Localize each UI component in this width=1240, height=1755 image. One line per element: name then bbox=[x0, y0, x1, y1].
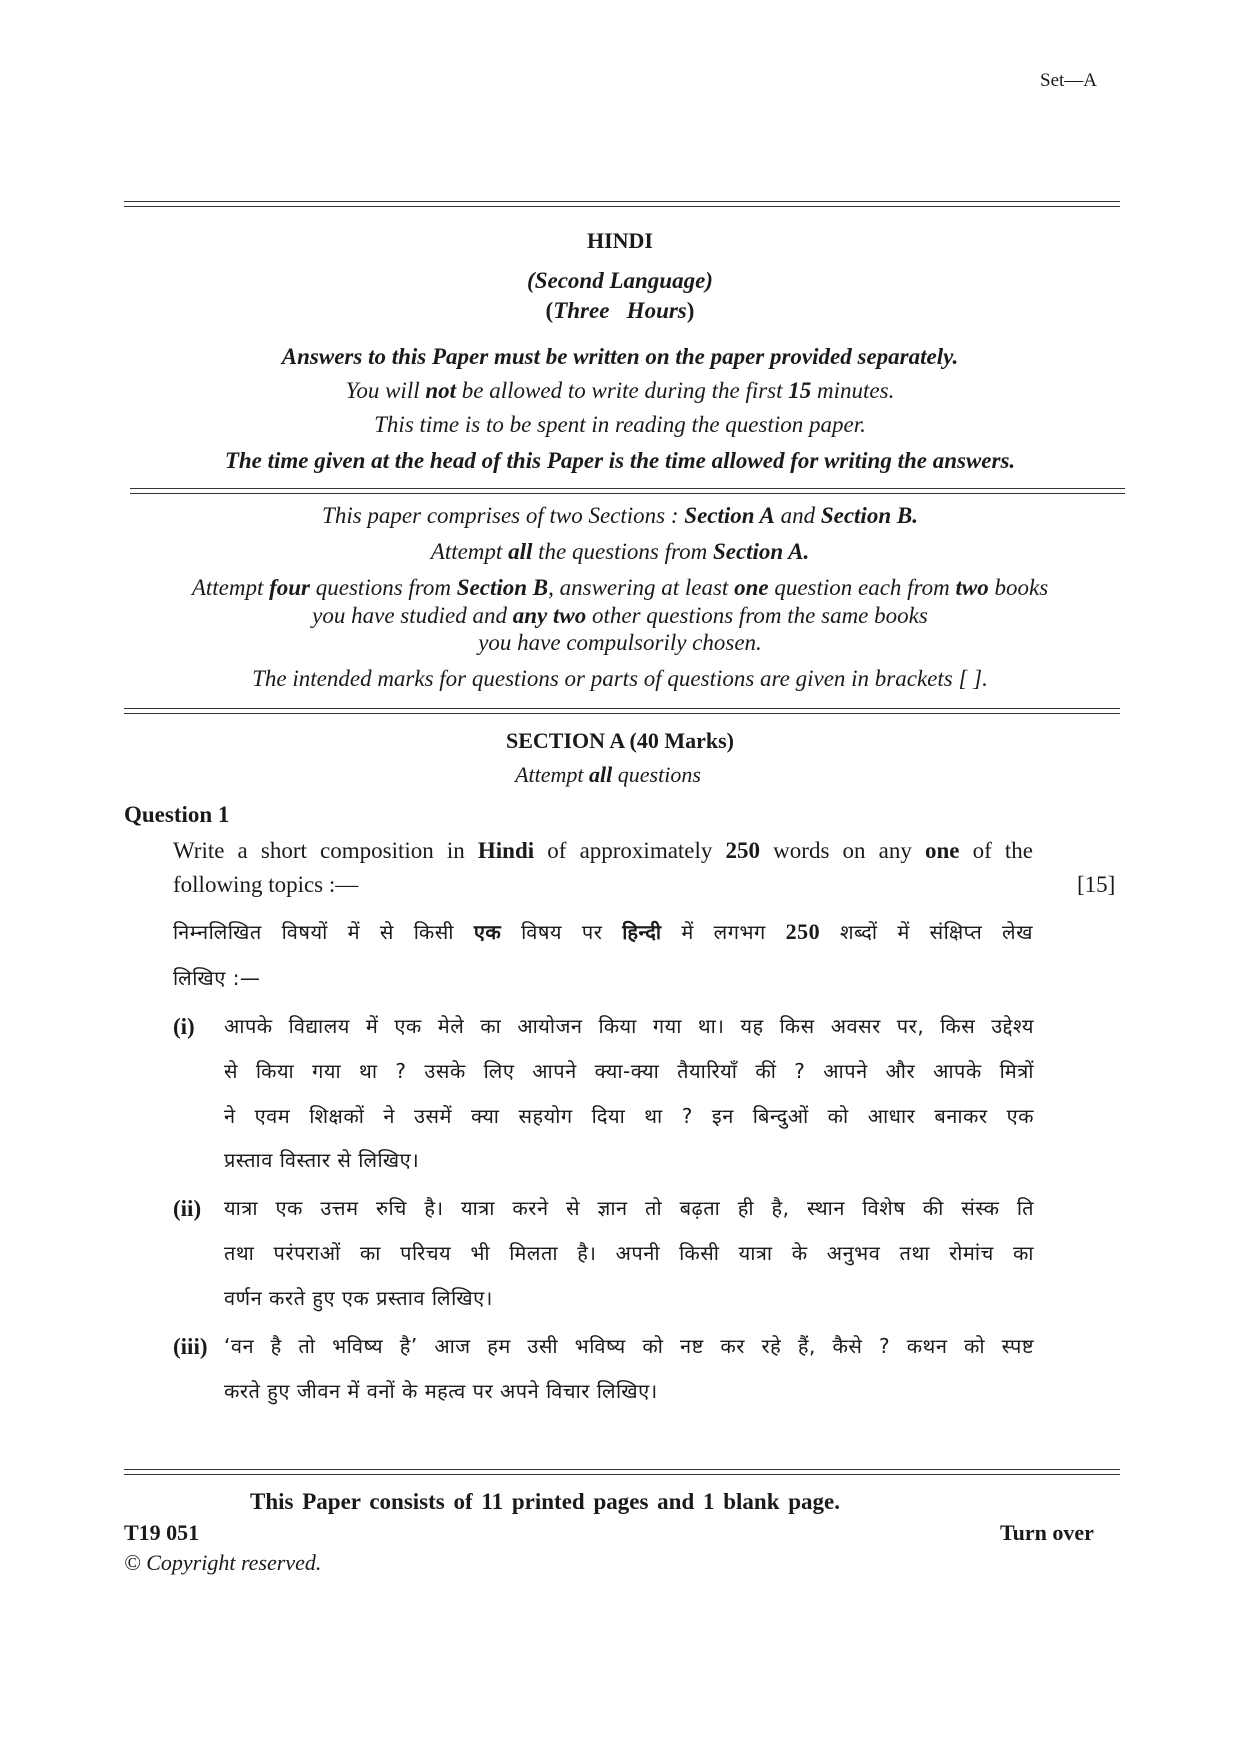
set-label: Set—A bbox=[1040, 70, 1097, 91]
topic-line: ने एवम शिक्षकों ने उसमें क्या सहयोग दिया था ? इन बिन्दुओं को आधार बनाकर एक bbox=[224, 1104, 1034, 1128]
topic-number: (iii) bbox=[173, 1334, 208, 1359]
instruction-rule bbox=[130, 488, 1125, 494]
topic-line: ‘वन है तो भविष्य है’ आज हम उसी भविष्य को नष्ट कर रहे हैं, कैसे ? कथन को स्पष्ट bbox=[224, 1334, 1034, 1358]
duration-text: Three Hours bbox=[553, 298, 687, 323]
topic-line: तथा परंपराओं का परिचय भी मिलता है। अपनी किसी यात्रा के अनुभव तथा रोमांच का bbox=[224, 1241, 1034, 1265]
paper-info-line-6: The intended marks for questions or parts of questions are given in brackets [ ]. bbox=[252, 666, 988, 691]
paper-code: T19 051 bbox=[124, 1520, 200, 1545]
topic-line: यात्रा एक उत्तम रुचि है। यात्रा करने से ज्ञान तो बढ़ता ही है, स्थान विशेष की संस्क ति bbox=[224, 1196, 1034, 1220]
question-hindi-line-2: लिखिए :— bbox=[173, 966, 261, 990]
instruction-line-3: This time is to be spent in reading the question paper. bbox=[374, 412, 866, 437]
footer-rule bbox=[124, 1469, 1120, 1475]
turn-over: Turn over bbox=[1000, 1520, 1094, 1545]
instruction-line-1: Answers to this Paper must be written on the paper provided separately. bbox=[281, 344, 959, 369]
paper-info-line-5: you have compulsorily chosen. bbox=[478, 630, 762, 655]
paper-info-line-1: This paper comprises of two Sections : Section A and Section B. bbox=[322, 503, 918, 528]
duration: (Three Hours) bbox=[545, 298, 695, 323]
paper-info-line-3: Attempt four questions from Section B, answering at least one question each from two books bbox=[191, 575, 1049, 600]
section-heading: SECTION A (40 Marks) bbox=[506, 728, 734, 753]
topic-line: करते हुए जीवन में वनों के महत्व पर अपने विचार लिखिए। bbox=[224, 1379, 658, 1403]
question-hindi-line-1: निम्नलिखित विषयों में से किसी एक विषय पर हिन्दी में लगभग 250 शब्दों में संक्षिप्त लेख bbox=[173, 919, 1033, 944]
subtitle: (Second Language) bbox=[527, 268, 713, 293]
question-marks: [15] bbox=[1077, 872, 1116, 897]
section-rule bbox=[124, 708, 1120, 714]
question-label: Question 1 bbox=[124, 802, 230, 827]
title-rule-top bbox=[124, 201, 1120, 207]
topic-line: वर्णन करते हुए एक प्रस्ताव लिखिए। bbox=[224, 1286, 493, 1310]
pages-note: This Paper consists of 11 printed pages and 1 blank page. bbox=[250, 1489, 840, 1514]
topic-line: से किया गया था ? उसके लिए आपने क्या-क्या तैयारियाँ कीं ? आपने और आपके मित्रों bbox=[224, 1059, 1034, 1083]
section-subheading: Attempt all questions bbox=[515, 762, 701, 787]
question-english-line-2: following topics :— bbox=[173, 872, 359, 897]
subject-title: HINDI bbox=[586, 228, 653, 253]
topic-line: आपके विद्यालय में एक मेले का आयोजन किया गया था। यह किस अवसर पर, किस उद्देश्य bbox=[224, 1014, 1034, 1038]
topic-number: (i) bbox=[173, 1014, 195, 1039]
copyright: © Copyright reserved. bbox=[124, 1550, 322, 1575]
topic-number: (ii) bbox=[173, 1196, 202, 1221]
instruction-line-4: The time given at the head of this Paper is the time allowed for writing the answers. bbox=[224, 448, 1016, 473]
topic-line: प्रस्ताव विस्तार से लिखिए। bbox=[224, 1148, 420, 1172]
paper-info-line-2: Attempt all the questions from Section A. bbox=[430, 539, 810, 564]
paper-info-line-4: you have studied and any two other questions from the same books bbox=[312, 603, 928, 628]
question-english-line-1: Write a short composition in Hindi of approximately 250 words on any one of the bbox=[173, 838, 1033, 863]
instruction-line-2: You will not be allowed to write during the first 15 minutes. bbox=[345, 378, 895, 403]
